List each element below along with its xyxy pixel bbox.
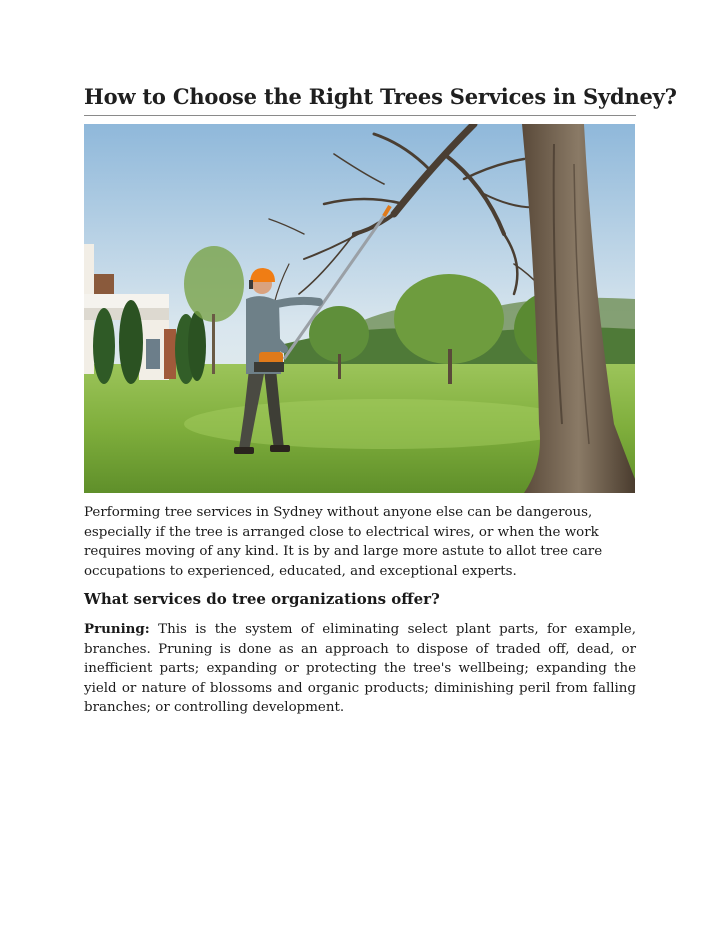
pruning-paragraph	[84, 620, 636, 718]
intro-paragraph: Performing tree services in Sydney without anyone else can be dangerous, especially if the tree is arranged close to electrical wires, or when the work requires moving of any kind. It is by and large more astute to allot tree care occupations to experienced, educated, and exceptional experts.	[84, 505, 603, 579]
arborist-photo	[84, 124, 635, 493]
pruning-label: Pruning:	[84, 621, 150, 637]
title-divider	[84, 115, 636, 116]
page-title: How to Choose the Right Trees Services in Sydney?	[84, 84, 677, 109]
pruning-text: This is the system of eliminating select plant parts, for example, branches. Pruning is done as an approach to dispose of traded off, dead, or inefficient parts; expanding or protecting the tree's wellbeing; expanding the yield or nature of blossoms and organic products; diminishing peril from falling branches; or controlling development.	[84, 622, 636, 715]
section-heading: What services do tree organizations offer?	[84, 590, 440, 608]
